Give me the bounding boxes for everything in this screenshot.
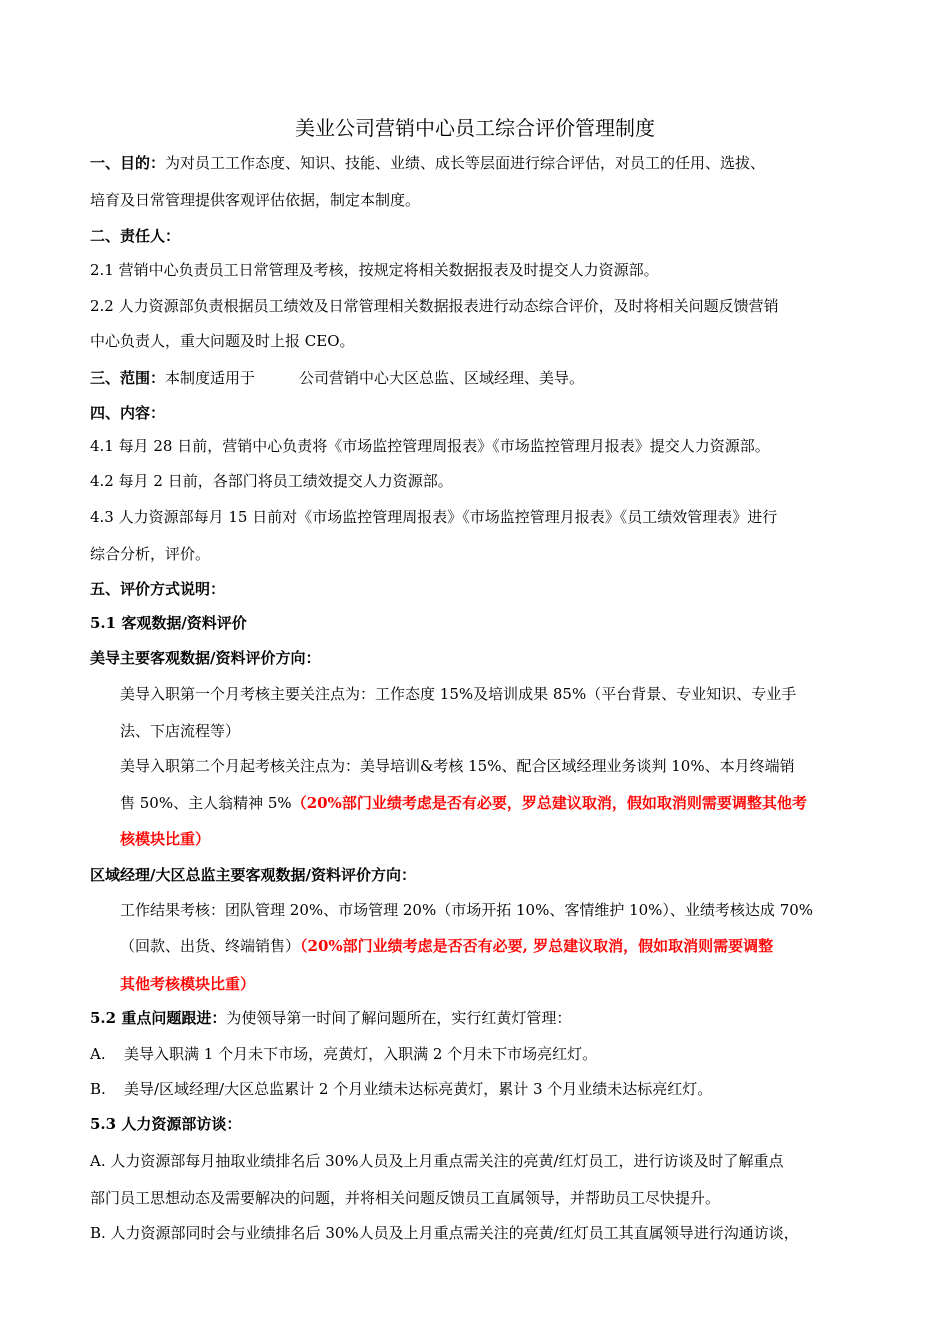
paragraph-2-2-line-2: 中心负责人，重大问题及时上报 CEO。 [90,332,355,350]
list-item-a: A. 美导入职满 1 个月未下市场，亮黄灯，入职满 2 个月未下市场亮红灯。 [90,1045,598,1063]
manager-heading: 区域经理/大区总监主要客观数据/资料评价方向： [90,866,416,884]
manager-note-red: （20%部门业绩考虑是否否有必要, 罗总建议取消，假如取消则需要调整 [300,937,774,955]
page-title: 美业公司营销中心员工综合评价管理制度 [295,116,655,140]
meidao-month2-line-2: 售 50%、主人翁精神 5%（20%部门业绩考虑是否有必要，罗总建议取消，假如取消则需要调整其他考 [120,794,807,812]
purpose-line-1: 一、目的：为对员工工作态度、知识、技能、业绩、成长等层面进行综合评估，对员工的任用、选拔、 [90,154,766,172]
purpose-line-2: 培育及日常管理提供客观评估依据，制定本制度。 [90,191,421,209]
paragraph-4-2: 4.2 每月 2 日前，各部门将员工绩效提交人力资源部。 [90,472,453,490]
paragraph-2-2-line-1: 2.2 人力资源部负责根据员工绩效及日常管理相关数据报表进行动态综合评价，及时将相关问题反馈营销 [90,297,779,315]
paragraph-5-2: 5.2 重点问题跟进：为使领导第一时间了解问题所在，实行红黄灯管理： [90,1009,572,1027]
section-heading-responsible: 二、责任人： [90,227,181,245]
subheading-5-3: 5.3 人力资源部访谈： [90,1115,242,1133]
paragraph-2-1: 2.1 营销中心负责员工日常管理及考核，按规定将相关数据报表及时提交人力资源部。 [90,261,659,279]
section-heading-purpose: 一、目的： [90,154,166,172]
paragraph-4-3-line-2: 综合分析，评价。 [90,545,211,563]
meidao-note-red-line-2: 核模块比重） [120,830,211,848]
meidao-month2-line-1: 美导入职第二个月起考核关注点为：美导培训&考核 15%、配合区域经理业务谈判 10%、本月终端销 [120,757,795,775]
meidao-heading: 美导主要客观数据/资料评价方向： [90,649,321,667]
scope-line: 三、范围：本制度适用于 公司营销中心大区总监、区域经理、美导。 [90,369,585,387]
meidao-month1-line-1: 美导入职第一个月考核主要关注点为：工作态度 15%及培训成果 85%（平台背景、专业知识、专业手 [120,685,797,703]
hr-a-line-1: A. 人力资源部每月抽取业绩排名后 30%人员及上月重点需关注的亮黄/红灯员工，进行访谈及时了解重点 [90,1152,784,1170]
subheading-5-1: 5.1 客观数据/资料评价 [90,614,247,632]
paragraph-4-3-line-1: 4.3 人力资源部每月 15 日前对《市场监控管理周报表》《市场监控管理月报表》《员工绩效管理表》进行 [90,508,778,526]
manager-line-1: 工作结果考核：团队管理 20%、市场管理 20%（市场开拓 10%、客情维护 10%）、业绩考核达成 70% [120,901,814,919]
paragraph-4-1: 4.1 每月 28 日前，营销中心负责将《市场监控管理周报表》《市场监控管理月报表》提交人力资源部。 [90,437,770,455]
meidao-month1-line-2: 法、下店流程等） [120,722,241,740]
list-item-b: B. 美导/区域经理/大区总监累计 2 个月业绩未达标亮黄灯，累计 3 个月业绩未达标亮红灯。 [90,1080,713,1098]
section-heading-content: 四、内容： [90,404,166,422]
hr-b-line-1: B. 人力资源部同时会与业绩排名后 30%人员及上月重点需关注的亮黄/红灯员工其直属领导进行沟通访谈， [90,1224,799,1242]
section-heading-scope: 三、范围： [90,369,166,387]
manager-line-2: （回款、出货、终端销售）（20%部门业绩考虑是否否有必要, 罗总建议取消，假如取消则需要调整 [120,937,774,955]
section-heading-evaluation: 五、评价方式说明： [90,580,226,598]
manager-note-red-line-2: 其他考核模块比重） [120,975,256,993]
hr-a-line-2: 部门员工思想动态及需要解决的问题，并将相关问题反馈员工直属领导，并帮助员工尽快提升。 [90,1189,721,1207]
meidao-note-red: （20%部门业绩考虑是否有必要，罗总建议取消，假如取消则需要调整其他考 [291,794,807,812]
subheading-5-2: 5.2 重点问题跟进： [90,1009,227,1027]
